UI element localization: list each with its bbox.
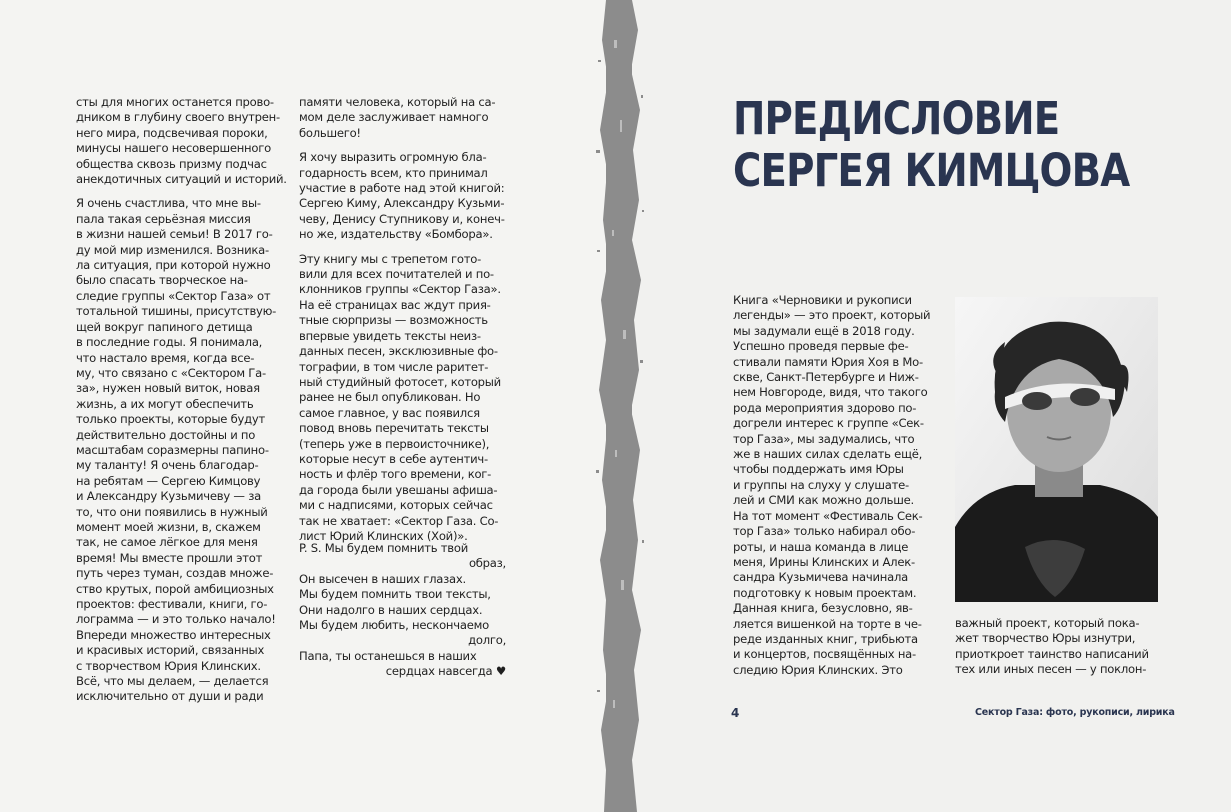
text-line: минусы нашего несовершенного (76, 141, 271, 156)
text-line: большего! (299, 125, 361, 140)
text-line: пала такая серьёзная миссия (76, 211, 251, 226)
text-line: момент моей жизни, в, скажем (76, 519, 261, 534)
text-line: рода мероприятия здорово по- (733, 400, 917, 415)
text-line: в жизни нашей семьи! В 2017 го- (76, 227, 273, 242)
text-line: ный студийный фотосет, который (299, 374, 501, 389)
text-line: ла ситуация, при которой нужно (76, 258, 271, 273)
paragraph (76, 196, 282, 704)
text-line: му, что связано с «Сектором Га- (76, 365, 266, 380)
title-line-2: СЕРГЕЯ КИМЦОВА (733, 144, 1130, 197)
text-line: меня, Ирины Клинских и Алек- (733, 554, 915, 569)
text-line: но же, издательству «Бомбора». (299, 227, 493, 242)
text-line: подготовку к новым проектам. (733, 585, 917, 600)
title-line-1: ПРЕДИСЛОВИЕ (733, 92, 1060, 145)
text-line: на ребятам — Сергею Кимцову (76, 473, 261, 488)
text-line: вили для всех почитателей и по- (299, 267, 494, 282)
text-line: сты для многих останется прово- (76, 95, 274, 109)
text-line: что настало время, когда все- (76, 350, 255, 365)
paragraph (299, 150, 506, 242)
text-line: самое главное, у вас появился (299, 405, 480, 420)
text-line: было спасать творческое на- (76, 273, 248, 288)
text-line: общества сквозь призму подчас (76, 156, 267, 171)
paragraph (733, 293, 936, 678)
poem-line: Он высечен в наших глазах. (299, 571, 466, 586)
text-line: Всё, что мы делаем, — делается (76, 674, 269, 689)
text-line: ность и флёр того времени, ког- (299, 467, 492, 482)
text-line: Успешно проведя первые фе- (733, 339, 909, 354)
paragraph (299, 95, 506, 141)
poem-line: образ, (468, 556, 506, 571)
text-line: лограмма — и это только начало! (76, 612, 276, 627)
grunge-spine-stripe (596, 0, 644, 812)
text-line: участие в работе над этой книгой: (299, 181, 505, 196)
text-line: тор Газа» только набирал обо- (733, 524, 916, 539)
text-line: тех или иных песен — у поклон- (955, 662, 1147, 677)
text-line: за», нужен новый виток, новая (76, 381, 260, 396)
running-title: Сектор Газа: фото, рукописи, лирика (975, 707, 1175, 718)
preface-title (733, 93, 1129, 197)
text-line: повод вновь перечитать тексты (299, 421, 489, 436)
poem-line: Они надолго в наших сердцах. (299, 602, 483, 617)
text-line: На тот момент «Фестиваль Сек- (733, 508, 923, 523)
paragraph (955, 616, 1158, 678)
text-line: тор Газа», мы задумались, что (733, 431, 915, 446)
paragraph (299, 252, 506, 545)
text-line: скве, Санкт-Петербурге и Ниж- (733, 370, 919, 385)
left-column-1 (76, 95, 287, 714)
poem-line: Мы будем помнить твои тексты, (299, 587, 491, 602)
text-line: только проекты, которые будут (76, 412, 265, 427)
text-line: исключительно от души и ради (76, 689, 264, 704)
left-page (0, 0, 612, 812)
text-line: следию Юрия Клинских. Это (733, 662, 903, 677)
poem-line: долго, (468, 633, 506, 648)
text-line: тографии, в том числе раритет- (299, 359, 489, 374)
text-line: то, что они появились в нужный (76, 504, 268, 519)
text-line: годарность всем, кто принимал (299, 165, 488, 180)
text-line: На её страницах вас ждут прия- (299, 297, 491, 312)
text-line: тотальной тишины, присутствую- (76, 304, 277, 319)
text-line: (теперь уже в первоисточнике), (299, 436, 490, 451)
text-line: важный проект, который пока- (955, 616, 1140, 630)
portrait-photo (955, 297, 1158, 602)
text-line: мом деле заслуживает намного (299, 110, 489, 125)
text-line: му таланту! Я очень благодар- (76, 458, 259, 473)
text-line: и группы на слуху у слушате- (733, 477, 909, 492)
text-line: реде изданных книг, трибьюта (733, 631, 918, 646)
text-line: и концертов, посвящённых на- (733, 647, 916, 662)
text-line: мы задумали ещё в 2018 году. (733, 323, 915, 338)
text-line: данных песен, эксклюзивные фо- (299, 344, 498, 359)
text-line: Я хочу выразить огромную бла- (299, 150, 487, 165)
text-line: чеву, Денису Ступникову и, конеч- (299, 211, 505, 226)
text-line: же в наших силах сделать ещё, (733, 447, 923, 462)
text-line: жет творчество Юры изнутри, (955, 631, 1136, 646)
right-column-2 (955, 616, 1158, 687)
text-line: да города были увешаны афиша- (299, 482, 498, 497)
text-line: него мира, подсвечивая пороки, (76, 125, 268, 140)
text-line: Эту книгу мы с трепетом гото- (299, 251, 481, 266)
text-line: и красивых историй, связанных (76, 643, 265, 658)
text-line: легенды» — это проект, который (733, 308, 931, 323)
text-line: тные сюрпризы — возможность (299, 313, 488, 328)
text-line: путь через туман, создав множе- (76, 566, 274, 581)
text-line: ду мой мир изменился. Возника- (76, 242, 269, 257)
text-line: анекдотичных ситуаций и историй. (76, 172, 287, 187)
poem-line: Мы будем любить, нескончаемо (299, 618, 489, 633)
text-line: догрели интерес к группе «Сек- (733, 416, 924, 431)
left-column-2 (299, 95, 506, 553)
text-line: ство крутых, порой амбициозных (76, 581, 274, 596)
text-line: действительно достойны и по (76, 427, 256, 442)
text-line: Я очень счастлива, что мне вы- (76, 196, 261, 211)
text-line: сандра Кузьмичева начинала (733, 570, 908, 585)
poem-line: Папа, ты останешься в наших (299, 648, 477, 663)
text-line: ранее не был опубликован. Но (299, 390, 481, 405)
text-line: с творчеством Юрия Клинских. (76, 658, 261, 673)
right-column-1 (733, 293, 936, 687)
text-line: так, не самое лёгкое для меня (76, 535, 258, 550)
text-line: клонников группы «Сектор Газа». (299, 282, 501, 297)
text-line: памяти человека, который на са- (299, 95, 496, 109)
text-line: впервые увидеть тексты неиз- (299, 328, 481, 343)
text-line: стивали памяти Юрия Хоя в Мо- (733, 354, 923, 369)
text-line: масштабам соразмерны папино- (76, 442, 269, 457)
text-line: Сергею Киму, Александру Кузьми- (299, 196, 505, 211)
text-line: Данная книга, безусловно, яв- (733, 601, 913, 616)
text-line: проектов: фестивали, книги, го- (76, 597, 268, 611)
text-line: нем Новгороде, видя, что такого (733, 385, 928, 400)
text-line: лист Юрий Клинских (Хой)». (299, 528, 468, 543)
text-line: которые несут в себе аутентич- (299, 451, 488, 466)
text-line: ляется вишенкой на торте в че- (733, 616, 922, 631)
paragraph (76, 95, 287, 187)
text-line: Впереди множество интересных (76, 627, 271, 642)
text-line: приоткроет таинство написаний (955, 646, 1149, 661)
poem-postscript (299, 541, 506, 680)
text-line: жизнь, а их могут обеспечить (76, 396, 254, 411)
text-line: Книга «Черновики и рукописи (733, 293, 912, 307)
poem-line: сердцах навсегда ♥ (385, 664, 506, 679)
text-line: и Александру Кузьмичеву — за (76, 489, 261, 504)
text-line: так не хватает: «Сектор Газа. Со- (299, 513, 499, 528)
poem-line: P. S. Мы будем помнить твой (299, 541, 468, 555)
text-line: чтобы поддержать имя Юры (733, 462, 904, 477)
page-number: 4 (731, 706, 740, 720)
text-line: щей вокруг папиного детища (76, 319, 253, 334)
text-line: лей и СМИ как можно дольше. (733, 493, 914, 508)
text-line: следие группы «Сектор Газа» от (76, 288, 271, 303)
text-line: дником в глубину своего внутрен- (76, 110, 280, 125)
text-line: роты, и наша команда в лице (733, 539, 909, 554)
text-line: ми с надписями, которых сейчас (299, 498, 493, 513)
text-line: в последние годы. Я понимала, (76, 335, 263, 350)
text-line: время! Мы вместе прошли этот (76, 550, 263, 565)
